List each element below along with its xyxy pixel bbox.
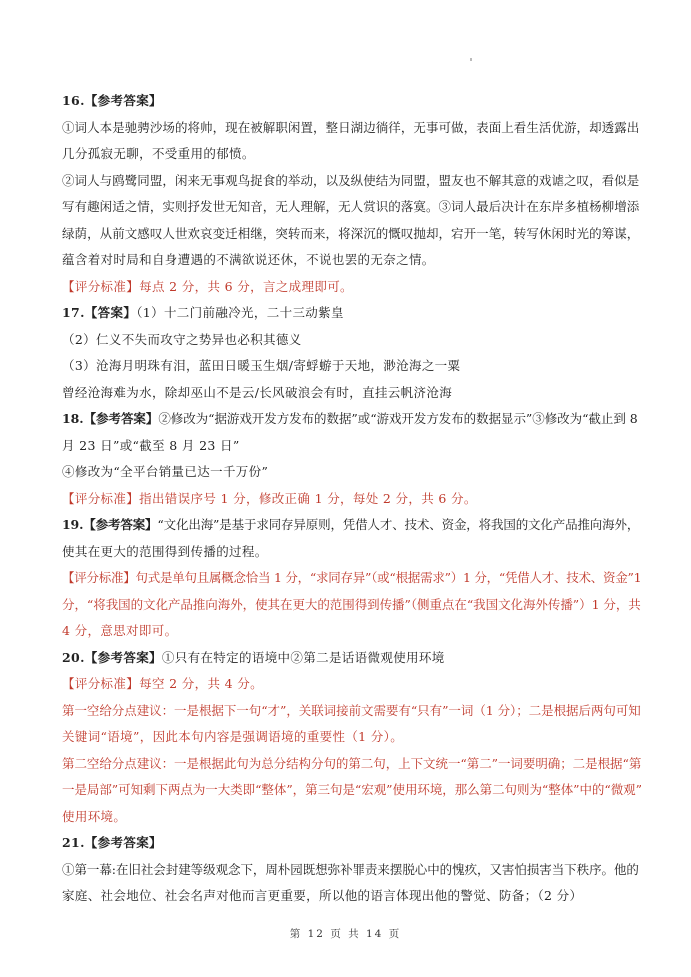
q17-answer-2: （2）仁义不失而攻守之势异也必积其德义 — [62, 331, 302, 347]
q16-point2-line3: 绿荫，从前文感叹人世欢哀变迁相继，突转而来，将深沉的慨叹抛却，宕开一笔，转写休闲时光的筹谋， — [62, 225, 640, 241]
q20-heading-line — [62, 645, 642, 672]
q20-answer: ①只有在特定的语境中②第二是话语微观使用环境 — [161, 649, 445, 665]
q19-criteria-line3: 4 分，意思对即可。 — [62, 623, 178, 638]
q20-blank2-line1: 第二空给分点建议：一是根据此句为总分结构分句的第二句，上下文统一“第二”一词要明确；二是根据“第 — [62, 755, 642, 771]
q18-answer-line1: ②修改为“据游戏开发方发布的数据”或“游戏开发方发布的数据显示”③修改为“截止到 8 — [158, 411, 638, 426]
q21-answer-line2: 家庭、社会地位、社会名声对他而言更重要，所以他的语言体现出他的警觉、防备；（2 分） — [62, 888, 583, 903]
q16-point1-line2: 几分孤寂无聊，不受重用的郁愤。 — [62, 146, 255, 161]
q20-blank2-line2: 一是局部”可知剩下两点为一大类即“整体”，第三句是“宏观”使用环境，那么第二句则为“整体”中的“微观” — [62, 782, 642, 797]
q20-blank1-line1: 第一空给分点建议：一是根据下一句“才”，关联词接前文需要有“只有”一词（1 分）；二是根据后两句可知 — [62, 702, 641, 718]
q16-point2-line2: 写有趣闲适之情，实则抒发世无知音，无人理解，无人赏识的落寞。③词人最后决计在东岸多植杨柳增添 — [62, 199, 640, 214]
q19-criteria-line2: 分，“将我国的文化产品推向海外，使其在更大的范围得到传播”（侧重点在“我国文化海外传播”）1 分，共 — [62, 596, 641, 612]
q17-answer-3: （3）沧海月明珠有泪，蓝田日暖玉生烟/寄蜉蝣于天地，渺沧海之一粟 — [62, 358, 461, 373]
q16-point2-line1: ②词人与鸥鹭同盟，闲来无事观鸟捉食的举动，以及纵使结为同盟，盟友也不解其意的戏谑之叹，看似是 — [62, 172, 640, 188]
q21-heading: 21.【参考答案】 — [62, 835, 162, 850]
q19-heading-line — [62, 512, 642, 539]
q18-heading-line — [62, 406, 642, 433]
q17-answer-1: （1）十二门前融冷光，二十三动紫皇 — [136, 305, 344, 320]
q18-answer-line3: ④修改为“全平台销量已达一千万份” — [62, 464, 269, 479]
page-number-footer: 第 12 页 共 14 页 — [289, 928, 402, 940]
q16-point2-line4: 蕴含着对时局和自身遭遇的不满欲说还休，不说也罢的无奈之情。 — [62, 252, 435, 267]
q16-scoring-criteria: 【评分标准】每点 2 分，共 6 分，言之成理即可。 — [62, 278, 353, 294]
q17-heading-line — [62, 300, 642, 327]
q20-blank2-line3: 使用环境。 — [62, 808, 127, 824]
q17-heading: 17.【答案】 — [62, 305, 137, 320]
q18-scoring-criteria: 【评分标准】指出错误序号 1 分，修改正确 1 分，每处 2 分，共 6 分。 — [62, 490, 477, 506]
q20-heading: 20.【参考答案】 — [62, 649, 162, 665]
q16-point1-line1: ①词人本是驰骋沙场的将帅，现在被解职闲置，整日湖边徜徉，无事可做，表面上看生活优游，却透露出 — [62, 119, 640, 135]
q18-answer-line2: 月 23 日”或“截至 8 月 23 日” — [62, 437, 240, 453]
answer-content — [62, 88, 642, 910]
q19-criteria-line1: 【评分标准】句式是单句且属概念恰当 1 分，“求同存异”（或“根据需求”）1 分，“凭借人才、技术、资金”1 — [62, 570, 642, 585]
scan-speck — [470, 58, 472, 61]
q20-blank1-line2: 关键词“语境”，因此本句内容是强调语境的重要性（1 分）。 — [62, 729, 404, 744]
q19-answer-line2: 使其在更大的范围得到传播的过程。 — [62, 543, 268, 559]
q18-heading: 18.【参考答案】 — [62, 411, 159, 426]
q16-heading: 16.【参考答案】 — [62, 93, 162, 108]
q19-heading: 19.【参考答案】 — [62, 517, 158, 532]
q20-scoring-criteria: 【评分标准】每空 2 分，共 4 分。 — [62, 676, 263, 691]
q19-answer-line1: “文化出海”是基于求同存异原则，凭借人才、技术、资金，将我国的文化产品推向海外， — [157, 517, 640, 532]
q17-answer-4: 曾经沧海难为水，除却巫山不是云/长风破浪会有时，直挂云帆济沧海 — [62, 384, 453, 400]
q21-answer-line1: ①第一幕:在旧社会封建等级观念下，周朴园既想弥补罪责来摆脱心中的愧疚，又害怕损害当下秩序。他的 — [62, 861, 639, 877]
